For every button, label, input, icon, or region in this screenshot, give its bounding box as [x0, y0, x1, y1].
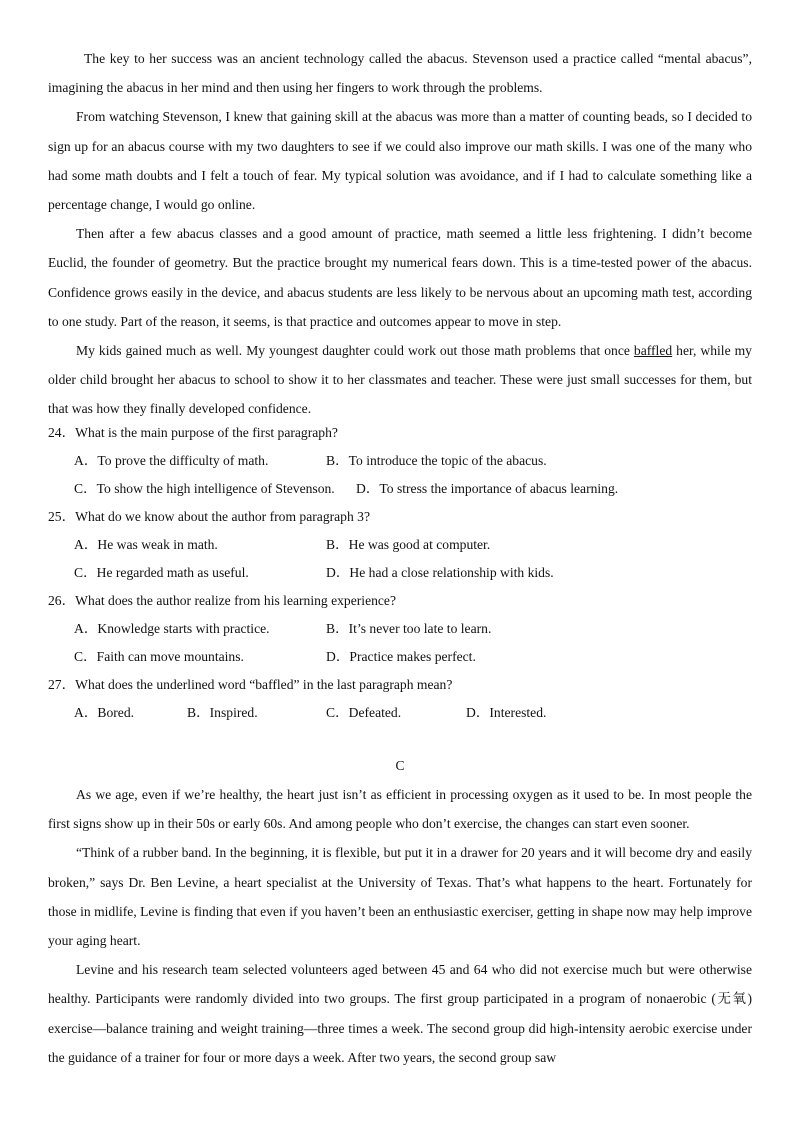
question-26-option-c: C．Faith can move mountains. [74, 649, 244, 664]
passage-b-paragraph-3: Then after a few abacus classes and a good amount of practice, math seemed a little less frightening. I didn’t become Euclid, the founder of geometry. But the practice brought my numerical fears down. This is a time-tested power of the abacus. Confidence grows easily in the device, and abacus students are less likely to be nervous about an upcoming math test, according to one study. Part of the reason, it seems, is that practice and outcomes appear to move in step. [48, 226, 752, 329]
question-25-option-d: D．He had a close relationship with kids. [326, 565, 554, 580]
question-25-options-row-1 [48, 531, 752, 559]
question-24-options-row-1 [48, 447, 752, 475]
question-24-options-row-2 [48, 475, 752, 503]
passage-b-paragraph-1: The key to her success was an ancient technology called the abacus. Stevenson used a practice called “mental abacus”, imagining the abacus in her mind and then using her fingers to work through the problems. [48, 51, 752, 96]
question-27-stem: 27．What does the underlined word “baffled” in the last paragraph mean? [48, 677, 453, 692]
question-24-option-d: D．To stress the importance of abacus learning. [356, 481, 619, 496]
passage-c-heading: C [395, 758, 405, 773]
paragraph-4-before: My kids gained much as well. My youngest daughter could work out those math problems that once [76, 343, 634, 359]
question-25-option-c: C．He regarded math as useful. [74, 565, 249, 580]
question-26-options-row-2 [48, 643, 752, 671]
passage-b-paragraph-2: From watching Stevenson, I knew that gaining skill at the abacus was more than a matter of counting beads, so I decided to sign up for an abacus course with my two daughters to see if we could also improve our math skills. I was one of the many who had some math doubts and I felt a touch of fear. My typical solution was avoidance, and if I had to calculate something like a percentage change, I would go online. [48, 109, 752, 213]
underlined-word-baffled: baffled [633, 343, 673, 359]
question-25-stem: 25．What do we know about the author from paragraph 3? [48, 509, 370, 524]
question-27-options-row [48, 699, 752, 727]
question-list [48, 419, 752, 727]
question-27-option-a: A．Bored. [74, 705, 135, 720]
passage-c-paragraph-3: Levine and his research team selected volunteers aged between 45 and 64 who did not exercise much but were otherwise healthy. Participants were randomly divided into two groups. The first group participated in a program of nonaerobic (无氧) exercise—balance training and weight training—three times a week. The second group did high-intensity aerobic exercise under the guidance of a trainer for four or more days a week. After two years, the second group saw [48, 962, 752, 1065]
question-26-stem: 26．What does the author realize from his learning experience? [48, 593, 397, 608]
question-24-stem: 24．What is the main purpose of the first paragraph? [48, 425, 338, 440]
question-26-option-d: D．Practice makes perfect. [326, 649, 476, 664]
question-27 [48, 671, 752, 699]
question-25 [48, 503, 752, 531]
question-26-option-b: B．It’s never too late to learn. [326, 621, 492, 636]
question-25-option-a: A．He was weak in math. [74, 537, 218, 552]
passage-b-paragraph-4 [48, 336, 752, 424]
passage-c-paragraph-1: As we age, even if we’re healthy, the heart just isn’t as efficient in processing oxygen as it used to be. In most people the first signs show up in their 50s or early 60s. And among people who don’t exercise, the changes can start even sooner. [48, 787, 752, 832]
question-26-options-row-1 [48, 615, 752, 643]
question-24-option-c: C．To show the high intelligence of Stevenson. [74, 481, 335, 496]
paragraph-4-after: her, while my older child brought her abacus to school to show it to her classmates and teacher. These were just small successes for them, but that was how they finally developed confidence. [48, 343, 752, 417]
question-26 [48, 587, 752, 615]
passage-b [48, 44, 752, 424]
question-25-option-b: B．He was good at computer. [326, 537, 491, 552]
question-24 [48, 419, 752, 447]
passage-c [48, 780, 752, 1072]
passage-c-paragraph-2: “Think of a rubber band. In the beginning, it is flexible, but put it in a drawer for 20 years and it will become dry and easily broken,” says Dr. Ben Levine, a heart specialist at the University of Texas. That’s what happens to the heart. Fortunately for those in midlife, Levine is finding that even if you haven’t been an enthusiastic exerciser, getting in shape now may help improve your aging heart. [48, 845, 753, 949]
question-26-option-a: A．Knowledge starts with practice. [74, 621, 270, 636]
question-27-option-d: D．Interested. [466, 705, 547, 720]
question-24-option-a: A．To prove the difficulty of math. [74, 453, 269, 468]
question-27-option-c: C．Defeated. [326, 705, 402, 720]
question-27-option-b: B．Inspired. [187, 705, 258, 720]
question-25-options-row-2 [48, 559, 752, 587]
question-24-option-b: B．To introduce the topic of the abacus. [326, 453, 547, 468]
